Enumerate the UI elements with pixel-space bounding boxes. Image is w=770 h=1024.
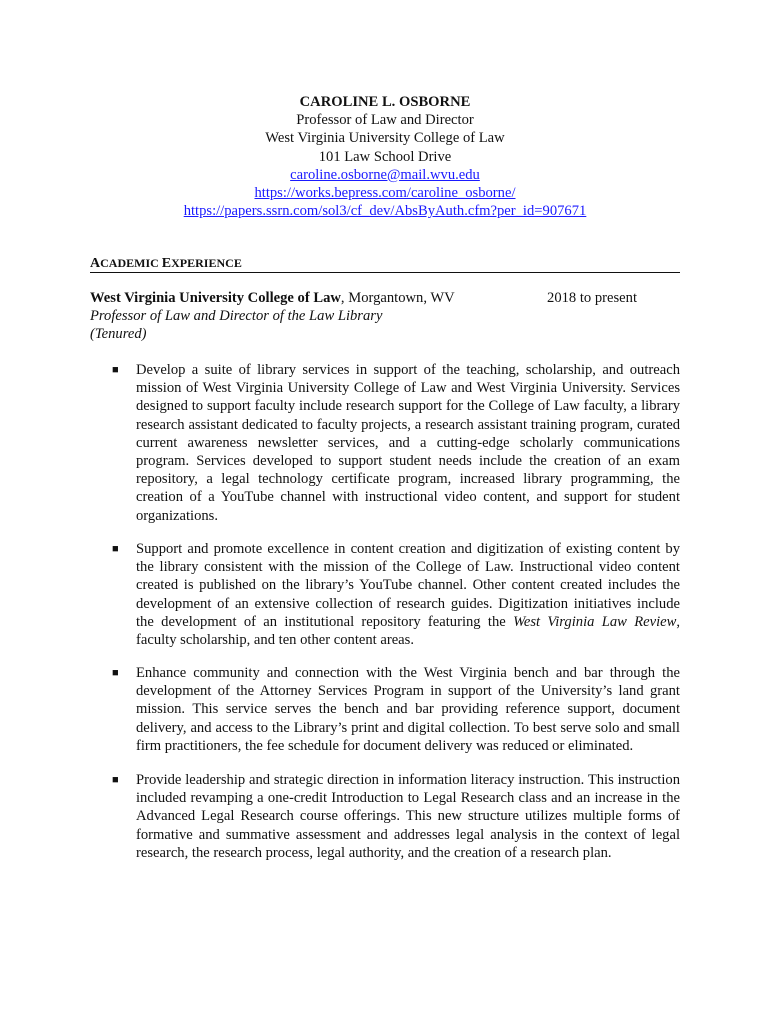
bullet-text-part: , faculty scholarship, and ten other content areas. [136,613,680,649]
heading-initial-a: A [90,256,101,271]
list-item [90,540,680,649]
bepress-link[interactable]: https://works.bepress.com/caroline_osborne/ [254,185,516,202]
list-item [90,664,680,755]
person-title: Professor of Law and Director [296,112,474,129]
job-location: , Morgantown, WV [340,290,455,306]
bullet-square-icon: ■ [112,543,119,555]
job-position: Professor of Law and Director of the Law Library [90,308,383,325]
job-entry [90,289,680,344]
bullet-text [136,540,680,649]
bullet-text: Develop a suite of library services in support of the teaching, scholarship, and outreach mission of West Virginia University College of Law and West Virginia University. Services designed to support faculty include research support for the College of Law faculty, a library research assistant dedicated to faculty projects, a research assistant training program, curated current awareness newsletter services, and a cutting-edge scholarly communications program. Services developed to support student needs include the creation of an exam repository, a legal technology certificate program, increased library programming, the creation of a YouTube channel with instructional video content, and support for student organizations. [136,362,680,524]
heading-initial-e: E [161,256,172,271]
email-link[interactable]: caroline.osborne@mail.wvu.edu [290,166,480,183]
ssrn-link[interactable]: https://papers.ssrn.com/sol3/cf_dev/AbsByAuth.cfm?per_id=907671 [183,203,587,220]
list-item [90,771,680,862]
list-item [90,361,680,525]
heading-rest-e: XPERIENCE [171,256,242,270]
bullet-text-part: Support and promote excellence in content creation and digitization of existing content by the library consistent with the mission of the College of Law. Instructional video content created is published on the library’s YouTube channel. Other content created includes the development of an extensive collection of research guides. Digitization initiatives include the development of an institutional repository featuring the [136,541,680,630]
bullet-square-icon: ■ [112,774,119,786]
job-institution: West Virginia University College of Law [90,290,341,306]
cv-header [0,93,770,220]
job-tenure: (Tenured) [90,326,147,343]
section-heading-academic-experience [90,255,680,273]
person-address: 101 Law School Drive [318,148,452,165]
heading-rest-a: CADEMIC [100,256,162,270]
job-dates: 2018 to present [547,290,637,306]
person-institution: West Virginia University College of Law [265,130,505,147]
bullet-text: Provide leadership and strategic direction in information literacy instruction. This instruction included revamping a one-credit Introduction to Legal Research class and an increase in the Advanced Legal Research course offerings. This new structure utilizes multiple forms of formative and summative assessment and addresses legal analysis in the context of legal research, the research process, legal authority, and the creation of a research plan. [136,772,680,861]
bullet-square-icon: ■ [112,667,119,679]
journal-title: West Virginia Law Review [513,613,677,630]
bullet-text: Enhance community and connection with the West Virginia bench and bar through the development of the Attorney Services Program in support of the University’s land grant mission. This service serves the bench and bar providing reference support, document delivery, and access to the Library’s print and digital collection. To best serve solo and small firm practitioners, the fee schedule for document delivery was reduced or eliminated. [136,665,680,754]
person-name: CAROLINE L. OSBORNE [299,94,471,110]
bullet-square-icon: ■ [112,364,119,376]
